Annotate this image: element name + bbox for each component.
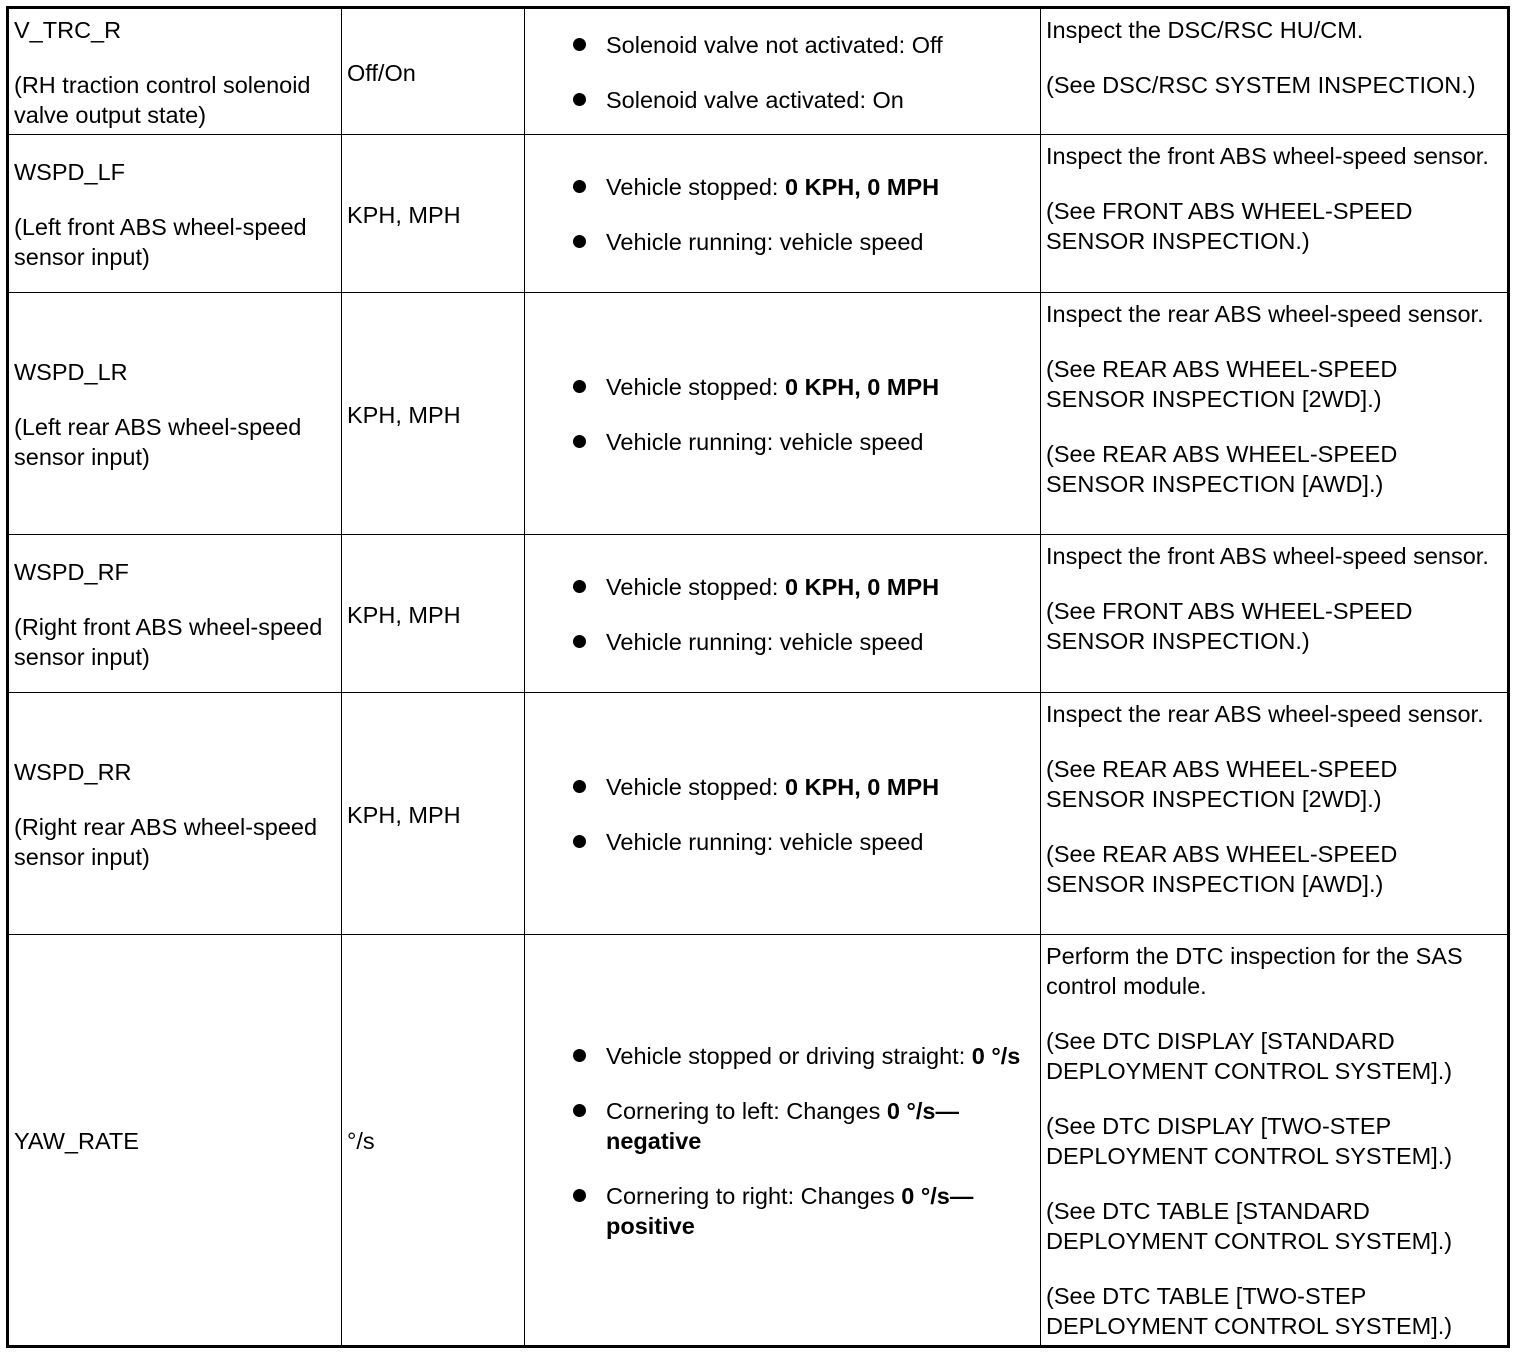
action-text: Perform the DTC inspection for the SAS control module. bbox=[1046, 943, 1463, 999]
condition-list bbox=[569, 1041, 1035, 1241]
unit-cell: KPH, MPH bbox=[342, 535, 525, 693]
table-row bbox=[8, 693, 1509, 935]
pid-cell bbox=[8, 8, 342, 135]
unit-cell: KPH, MPH bbox=[342, 693, 525, 935]
table-row bbox=[8, 135, 1509, 293]
unit-cell: Off/On bbox=[342, 8, 525, 135]
condition-cell bbox=[525, 135, 1041, 293]
action-text: (See DTC TABLE [TWO-STEP DEPLOYMENT CONTROL SYSTEM].) bbox=[1046, 1283, 1453, 1339]
action-cell bbox=[1041, 693, 1509, 935]
unit-cell: KPH, MPH bbox=[342, 293, 525, 535]
pid-name: V_TRC_R bbox=[14, 17, 122, 43]
action-cell bbox=[1041, 935, 1509, 1347]
action-cell bbox=[1041, 135, 1509, 293]
condition-item: Vehicle stopped: 0 KPH, 0 MPH bbox=[569, 372, 1035, 402]
pid-description: (Right front ABS wheel-speed sensor input) bbox=[14, 614, 323, 670]
action-text: (See FRONT ABS WHEEL-SPEED SENSOR INSPECTION.) bbox=[1046, 198, 1413, 254]
pid-cell bbox=[8, 535, 342, 693]
condition-item: Solenoid valve not activated: Off bbox=[569, 30, 1035, 60]
action-text: (See REAR ABS WHEEL-SPEED SENSOR INSPECTION [AWD].) bbox=[1046, 441, 1398, 497]
condition-item: Cornering to left: Changes 0 °/s—negative bbox=[569, 1096, 1035, 1156]
action-text: Inspect the front ABS wheel-speed sensor. bbox=[1046, 543, 1489, 569]
condition-cell bbox=[525, 293, 1041, 535]
condition-item: Vehicle stopped: 0 KPH, 0 MPH bbox=[569, 572, 1035, 602]
pid-description: (Left front ABS wheel-speed sensor input) bbox=[14, 214, 307, 270]
condition-list bbox=[569, 572, 1035, 657]
action-text: (See REAR ABS WHEEL-SPEED SENSOR INSPECTION [2WD].) bbox=[1046, 756, 1398, 812]
pid-cell bbox=[8, 693, 342, 935]
pid-name: WSPD_RR bbox=[14, 759, 132, 785]
pid-table-body bbox=[8, 8, 1509, 1347]
table-row bbox=[8, 8, 1509, 135]
pid-name: YAW_RATE bbox=[14, 1128, 139, 1154]
condition-item: Vehicle running: vehicle speed bbox=[569, 227, 1035, 257]
action-text: (See DTC DISPLAY [STANDARD DEPLOYMENT CONTROL SYSTEM].) bbox=[1046, 1028, 1453, 1084]
action-cell bbox=[1041, 8, 1509, 135]
unit-cell: °/s bbox=[342, 935, 525, 1347]
condition-item: Vehicle stopped: 0 KPH, 0 MPH bbox=[569, 172, 1035, 202]
action-text: (See DTC DISPLAY [TWO-STEP DEPLOYMENT CONTROL SYSTEM].) bbox=[1046, 1113, 1453, 1169]
pid-name: WSPD_LR bbox=[14, 359, 128, 385]
action-text: (See DTC TABLE [STANDARD DEPLOYMENT CONTROL SYSTEM].) bbox=[1046, 1198, 1453, 1254]
pid-cell bbox=[8, 135, 342, 293]
condition-list bbox=[569, 172, 1035, 257]
action-text: Inspect the DSC/RSC HU/CM. bbox=[1046, 17, 1364, 43]
pid-description: (Right rear ABS wheel-speed sensor input) bbox=[14, 814, 318, 870]
pid-monitor-table bbox=[6, 6, 1510, 1348]
condition-item: Cornering to right: Changes 0 °/s—positive bbox=[569, 1181, 1035, 1241]
action-text: (See DSC/RSC SYSTEM INSPECTION.) bbox=[1046, 72, 1476, 98]
condition-item: Vehicle stopped or driving straight: 0 °/s bbox=[569, 1041, 1035, 1071]
pid-description: (Left rear ABS wheel-speed sensor input) bbox=[14, 414, 302, 470]
condition-item: Solenoid valve activated: On bbox=[569, 85, 1035, 115]
condition-item: Vehicle running: vehicle speed bbox=[569, 427, 1035, 457]
action-text: Inspect the rear ABS wheel-speed sensor. bbox=[1046, 301, 1484, 327]
action-text: Inspect the front ABS wheel-speed sensor. bbox=[1046, 143, 1489, 169]
table-row bbox=[8, 935, 1509, 1347]
action-text: Inspect the rear ABS wheel-speed sensor. bbox=[1046, 701, 1484, 727]
pid-description: (RH traction control solenoid valve output state) bbox=[14, 72, 311, 128]
condition-cell bbox=[525, 8, 1041, 135]
pid-name: WSPD_RF bbox=[14, 559, 129, 585]
condition-list bbox=[569, 372, 1035, 457]
condition-item: Vehicle stopped: 0 KPH, 0 MPH bbox=[569, 772, 1035, 802]
action-text: (See REAR ABS WHEEL-SPEED SENSOR INSPECTION [2WD].) bbox=[1046, 356, 1398, 412]
condition-cell bbox=[525, 935, 1041, 1347]
table-row bbox=[8, 535, 1509, 693]
pid-cell bbox=[8, 935, 342, 1347]
condition-list bbox=[569, 772, 1035, 857]
condition-cell bbox=[525, 535, 1041, 693]
unit-cell: KPH, MPH bbox=[342, 135, 525, 293]
action-text: (See REAR ABS WHEEL-SPEED SENSOR INSPECTION [AWD].) bbox=[1046, 841, 1398, 897]
pid-name: WSPD_LF bbox=[14, 159, 125, 185]
condition-list bbox=[569, 30, 1035, 115]
pid-cell bbox=[8, 293, 342, 535]
condition-cell bbox=[525, 693, 1041, 935]
action-text: (See FRONT ABS WHEEL-SPEED SENSOR INSPECTION.) bbox=[1046, 598, 1413, 654]
condition-item: Vehicle running: vehicle speed bbox=[569, 827, 1035, 857]
action-cell bbox=[1041, 535, 1509, 693]
action-cell bbox=[1041, 293, 1509, 535]
table-row bbox=[8, 293, 1509, 535]
condition-item: Vehicle running: vehicle speed bbox=[569, 627, 1035, 657]
